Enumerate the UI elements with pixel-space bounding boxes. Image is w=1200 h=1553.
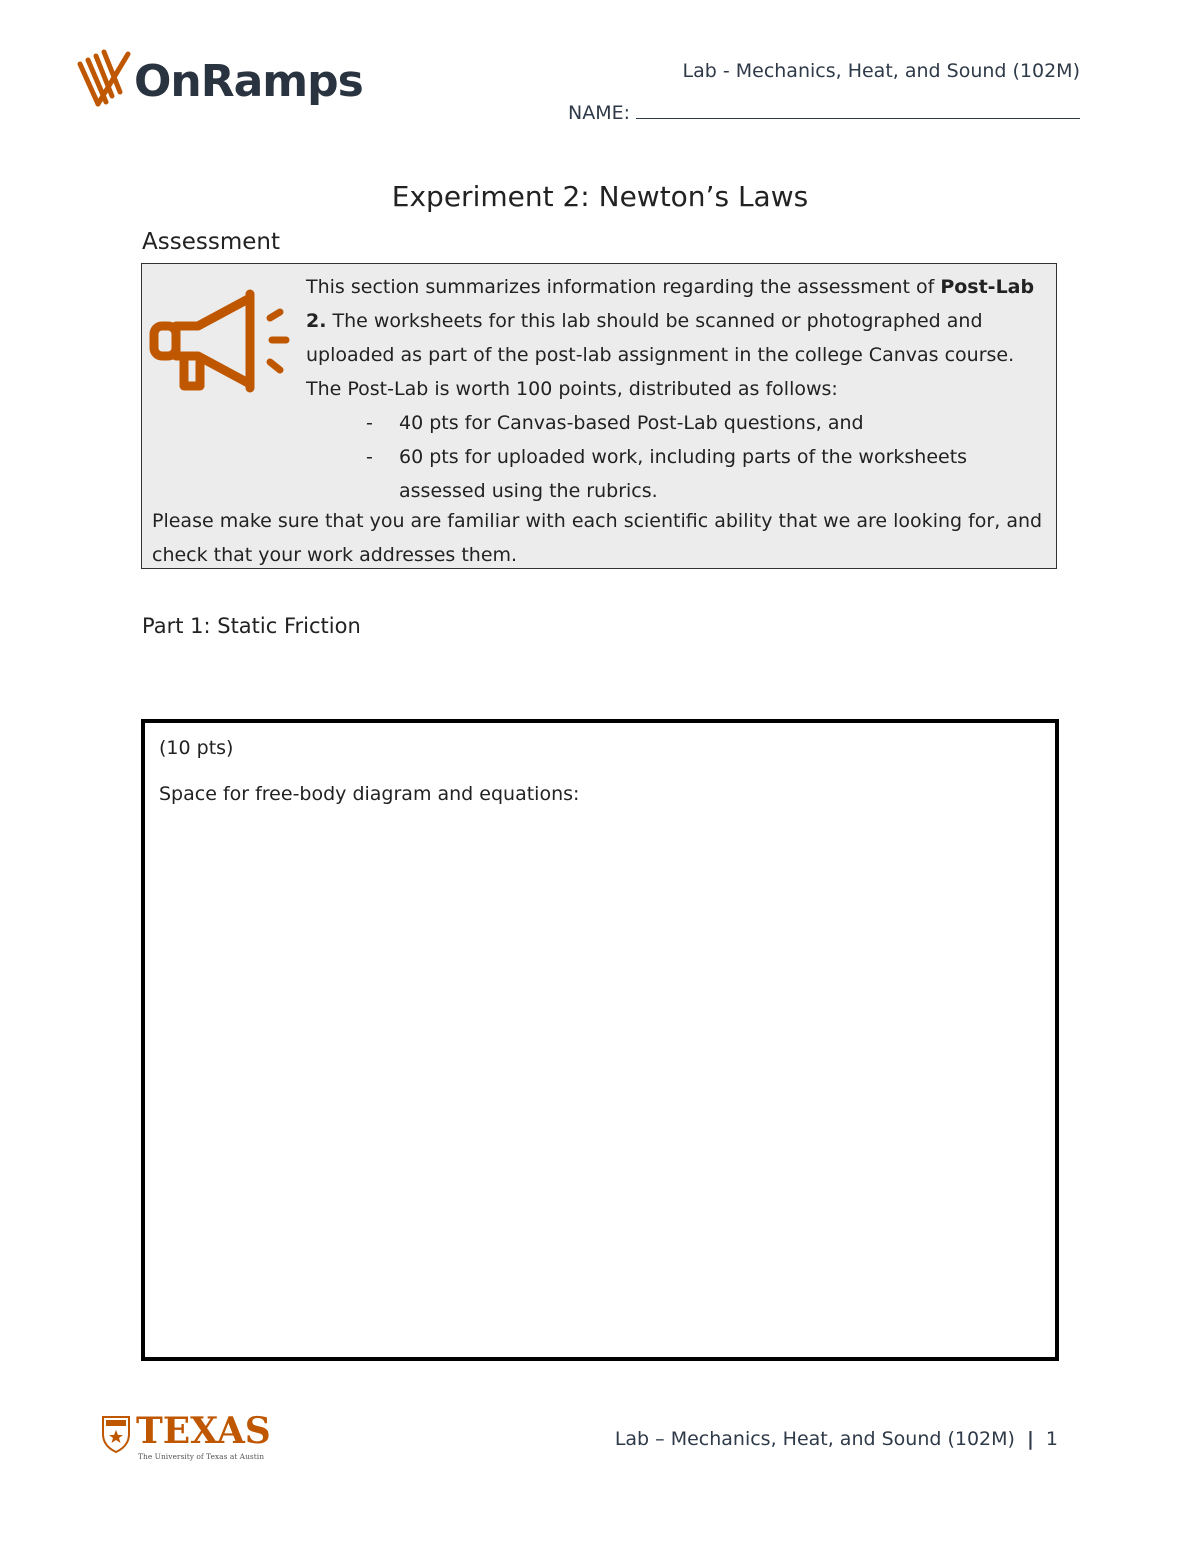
header-course-title: Lab - Mechanics, Heat, and Sound (102M) — [682, 60, 1080, 82]
bullet-marker: - — [366, 446, 373, 468]
assessment-heading: Assessment — [142, 229, 280, 255]
footer-separator: | — [1026, 1428, 1034, 1450]
texas-logo-subtext: The University of Texas at Austin — [138, 1452, 265, 1461]
header-info — [568, 60, 1080, 124]
footer-info — [615, 1428, 1058, 1450]
megaphone-icon — [146, 284, 296, 396]
onramps-logo-text: OnRamps — [134, 56, 363, 107]
assessment-intro-bold: Post-Lab 2. — [306, 276, 1035, 332]
list-item — [306, 406, 1036, 440]
part1-prompt: Space for free-body diagram and equations: — [159, 783, 580, 805]
part1-points: (10 pts) — [159, 737, 234, 759]
part1-heading: Part 1: Static Friction — [142, 614, 361, 638]
assessment-intro-rest: The worksheets for this lab should be scanned or photographed and uploaded as part of the post-lab assignment in the college Canvas course. The Post-Lab is worth 100 points, distributed as follows: — [306, 310, 1015, 400]
points-list — [306, 406, 1036, 508]
ut-texas-logo — [100, 1410, 271, 1468]
bullet-text: 60 pts for uploaded work, including parts of the worksheets assessed using the rubrics. — [399, 446, 968, 502]
footer-course-title: Lab – Mechanics, Heat, and Sound (102M) — [614, 1428, 1015, 1450]
assessment-box — [141, 263, 1057, 569]
ut-shield-icon — [100, 1414, 132, 1454]
texas-logo-text: TEXAS — [136, 1410, 271, 1452]
bullet-marker: - — [366, 412, 373, 434]
assessment-intro-start: This section summarizes information regarding the assessment of — [306, 276, 941, 298]
page-number: 1 — [1045, 1428, 1058, 1450]
assessment-closing: Please make sure that you are familiar with each scientific ability that we are looking for, and check that your work addresses them. — [152, 510, 1043, 566]
onramps-logo-mark-icon — [76, 46, 136, 118]
document-title: Experiment 2: Newton’s Laws — [391, 180, 809, 213]
list-item — [306, 440, 1036, 508]
assessment-text — [306, 270, 1036, 508]
onramps-logo — [76, 46, 366, 118]
bullet-text: 40 pts for Canvas-based Post-Lab questions, and — [399, 412, 864, 434]
name-label: NAME: — [567, 102, 630, 124]
name-field-row — [568, 100, 1080, 124]
free-body-work-area[interactable] — [141, 719, 1059, 1361]
name-blank-line[interactable] — [636, 100, 1080, 119]
